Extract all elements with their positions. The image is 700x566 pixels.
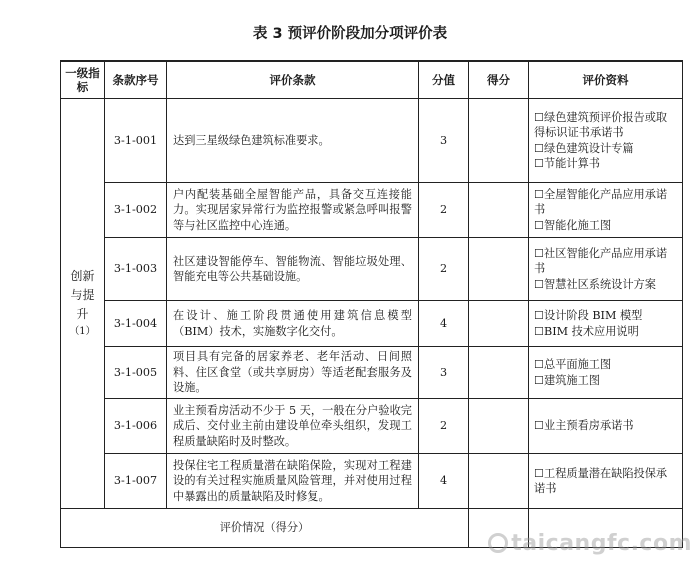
- header-score: 分值: [419, 61, 469, 99]
- clause-code: 3-1-007: [105, 454, 167, 509]
- doc-item: ☐总平面施工图: [534, 358, 612, 371]
- doc-item: ☐节能计算书: [534, 157, 600, 170]
- clause-score: 2: [419, 183, 469, 238]
- docs-cell: [529, 301, 683, 347]
- header-level1: 一级指标: [61, 61, 105, 99]
- clause-text: 业主预看房活动不少于 5 天，一般在分户验收完成后、交付业主前由建设单位牵头组织，发现工程质量缺陷时及时整改。: [167, 399, 419, 454]
- header-code: 条款序号: [105, 61, 167, 99]
- docs-cell: [529, 399, 683, 454]
- table-title: 表 3 预评价阶段加分项评价表: [252, 26, 448, 42]
- clause-code: 3-1-006: [105, 399, 167, 454]
- score-input[interactable]: [469, 454, 529, 509]
- clause-score: 3: [419, 99, 469, 183]
- score-input[interactable]: [469, 183, 529, 238]
- table-row: [61, 238, 683, 301]
- clause-score: 4: [419, 454, 469, 509]
- clause-text: 社区建设智能停车、智能物流、智能垃圾处理、智能充电等公共基础设施。: [167, 238, 419, 301]
- clause-code: 3-1-001: [105, 99, 167, 183]
- table-row: [61, 183, 683, 238]
- doc-item: ☐设计阶段 BIM 模型: [534, 309, 643, 322]
- summary-label: 评价情况（得分）: [61, 509, 469, 548]
- docs-cell: [529, 454, 683, 509]
- clause-text: 户内配装基础全屋智能产品，具备交互连接能力。实现居家异常行为监控报警或紧急呼叫报警等与社区监控中心连通。: [167, 183, 419, 238]
- doc-item: ☐业主预看房承诺书: [534, 419, 634, 433]
- category-note: （1）: [69, 326, 96, 337]
- score-input[interactable]: [469, 301, 529, 347]
- score-input[interactable]: [469, 99, 529, 183]
- doc-item: ☐智能化施工图: [534, 218, 612, 232]
- header-row: [61, 61, 683, 99]
- doc-item: ☐工程质量潜在缺陷投保承诺书: [534, 466, 668, 495]
- doc-item: ☐绿色建筑预评价报告或取得标识证书承诺书: [534, 110, 668, 139]
- table-row: [61, 399, 683, 454]
- clause-score: 2: [419, 238, 469, 301]
- table-row: [61, 454, 683, 509]
- header-got: 得分: [469, 61, 529, 99]
- clause-score: 4: [419, 301, 469, 347]
- doc-item: ☐社区智能化产品应用承诺书: [534, 246, 668, 276]
- docs-cell: [529, 238, 683, 301]
- clause-text: 投保住宅工程质量潜在缺陷保险，实现对工程建设的有关过程实施质量风险管理，并对使用过程中暴露出的质量缺陷及时修复。: [167, 454, 419, 509]
- clause-code: 3-1-004: [105, 301, 167, 347]
- clause-text: 达到三星级绿色建筑标准要求。: [167, 99, 419, 183]
- table-row: [61, 99, 683, 183]
- score-input[interactable]: [469, 238, 529, 301]
- score-input[interactable]: [469, 347, 529, 399]
- clause-text: 项目具有完备的居家养老、老年活动、日间照料、住区食堂（或共享厨房）等适老配套服务及设施。: [167, 347, 419, 399]
- clause-code: 3-1-003: [105, 238, 167, 301]
- doc-item: ☐绿色建筑设计专篇: [534, 141, 634, 155]
- clause-code: 3-1-005: [105, 347, 167, 399]
- score-input[interactable]: [469, 399, 529, 454]
- clause-score: 2: [419, 399, 469, 454]
- clause-score: 3: [419, 347, 469, 399]
- docs-cell: [529, 99, 683, 183]
- category-cell: [61, 99, 105, 509]
- watermark-logo-icon: [488, 533, 508, 553]
- doc-item: ☐全屋智能化产品应用承诺书: [534, 187, 668, 217]
- table-row: [61, 301, 683, 347]
- table-row: [61, 347, 683, 399]
- doc-item: ☐建筑施工图: [534, 373, 600, 387]
- evaluation-table: [60, 60, 683, 548]
- clause-code: 3-1-002: [105, 183, 167, 238]
- doc-item: ☐BIM 技术应用说明: [534, 324, 639, 338]
- category-name: 创新与提升: [70, 269, 95, 321]
- docs-cell: [529, 347, 683, 399]
- clause-text: 在设计、施工阶段贯通使用建筑信息模型（BIM）技术，实施数字化交付。: [167, 301, 419, 347]
- docs-cell: [529, 183, 683, 238]
- doc-item: ☐智慧社区系统设计方案: [534, 277, 656, 291]
- header-docs: 评价资料: [529, 61, 683, 99]
- watermark-text: taicangfc.com: [511, 531, 692, 556]
- header-clause: 评价条款: [167, 61, 419, 99]
- watermark: [488, 531, 692, 556]
